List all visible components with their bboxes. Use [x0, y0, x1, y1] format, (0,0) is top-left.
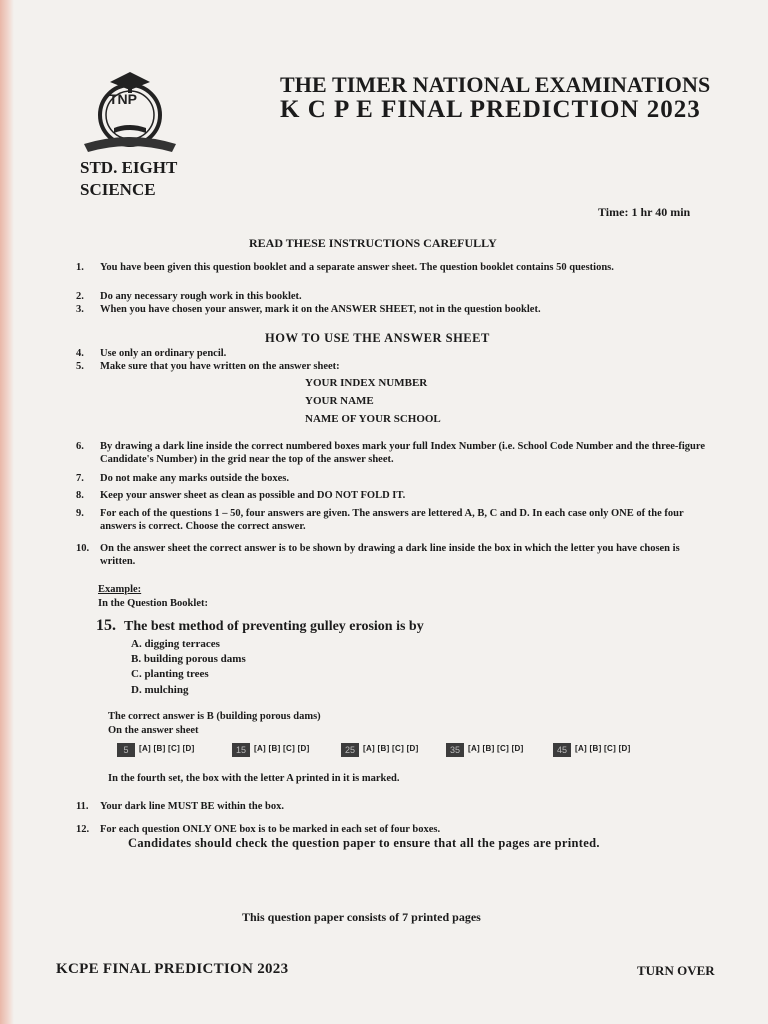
correct-answer-text: The correct answer is B (building porous dams): [108, 711, 321, 722]
item-number: 5.: [76, 361, 84, 372]
item-number: 7.: [76, 473, 84, 484]
example-label: Example:: [98, 584, 142, 595]
tnp-logo: [80, 70, 180, 160]
answer-set-number: 15: [232, 743, 250, 757]
footer-exam-title: KCPE FINAL PREDICTION 2023: [56, 961, 289, 977]
required-field: NAME OF YOUR SCHOOL: [305, 413, 441, 425]
option-a: A. digging terraces: [131, 638, 220, 650]
item-number: 10.: [76, 543, 90, 554]
answer-boxes: [A] [B] [C] [D]: [575, 744, 631, 753]
required-field: YOUR NAME: [305, 395, 374, 407]
time-allowed: Time: 1 hr 40 min: [598, 205, 691, 219]
instruction-item: [76, 472, 716, 485]
instruction-item: [76, 290, 716, 303]
answer-sheet-example: [117, 743, 657, 759]
item-number: 4.: [76, 348, 84, 359]
fourth-set-note: In the fourth set, the box with the letter A printed in it is marked.: [108, 773, 400, 784]
booklet-label: In the Question Booklet:: [98, 598, 208, 609]
answer-boxes: [A] [B] [C] [D]: [139, 744, 195, 753]
item-number: 8.: [76, 490, 84, 501]
option-b: B. building porous dams: [131, 653, 246, 665]
answer-sheet-heading: HOW TO USE THE ANSWER SHEET: [265, 331, 490, 345]
candidates-note: Candidates should check the question paper to ensure that all the pages are printed.: [128, 836, 600, 850]
answer-set-number: 25: [341, 743, 359, 757]
item-text: Make sure that you have written on the answer sheet:: [100, 361, 340, 372]
turn-over-label: TURN OVER: [637, 963, 715, 978]
item-text: Your dark line MUST BE within the box.: [100, 801, 284, 812]
example-question: [96, 617, 424, 635]
item-text: By drawing a dark line inside the correct numbered boxes mark your full Index Number (i.e. School Code Number and the three-figure Candidate's Number) in the grid near the top of the answer sheet.: [100, 441, 706, 465]
option-c: C. planting trees: [131, 668, 209, 680]
instruction-item: [76, 347, 716, 360]
pages-note: This question paper consists of 7 printed pages: [242, 910, 481, 924]
exam-body-title: THE TIMER NATIONAL EXAMINATIONS: [280, 72, 711, 97]
instruction-item: [76, 440, 716, 466]
item-text: You have been given this question booklet and a separate answer sheet. The question booklet contains 50 questions.: [100, 262, 614, 273]
item-number: 2.: [76, 291, 84, 302]
subject-label: SCIENCE: [80, 180, 156, 199]
instructions-heading: READ THESE INSTRUCTIONS CAREFULLY: [249, 236, 497, 250]
required-field: YOUR INDEX NUMBER: [305, 377, 428, 389]
item-text: Keep your answer sheet as clean as possible and DO NOT FOLD IT.: [100, 490, 406, 501]
answer-boxes: [A] [B] [C] [D]: [363, 744, 419, 753]
item-number: 6.: [76, 441, 84, 452]
instruction-item: [76, 360, 716, 373]
option-d: D. mulching: [131, 684, 189, 696]
instruction-item: [76, 542, 716, 568]
item-text: On the answer sheet the correct answer is to be shown by drawing a dark line inside the box in which the letter you have chosen is written.: [100, 543, 680, 567]
on-sheet-label: On the answer sheet: [108, 725, 199, 736]
instruction-item: [76, 507, 716, 533]
answer-set-number: 45: [553, 743, 571, 757]
question-number: 15.: [96, 617, 116, 634]
item-text: When you have chosen your answer, mark it on the ANSWER SHEET, not in the question booklet.: [100, 304, 541, 315]
class-label: STD. EIGHT: [80, 158, 178, 177]
item-text: Use only an ordinary pencil.: [100, 348, 227, 359]
instruction-item: [76, 800, 716, 813]
answer-set-number: 35: [446, 743, 464, 757]
instruction-item: [76, 261, 716, 274]
item-text: For each of the questions 1 – 50, four answers are given. The answers are lettered A, B, C and D. In each case only ONE of the four answers is correct. Choose the correct answer.: [100, 508, 684, 532]
logo-text: TNP: [109, 91, 137, 107]
item-text: Do any necessary rough work in this booklet.: [100, 291, 302, 302]
instruction-item: [76, 303, 716, 316]
question-text: The best method of preventing gulley erosion is by: [124, 619, 424, 634]
exam-title: K C P E FINAL PREDICTION 2023: [280, 96, 701, 123]
item-number: 11.: [76, 801, 89, 812]
item-number: 12.: [76, 824, 90, 835]
answer-boxes: [A] [B] [C] [D]: [254, 744, 310, 753]
instruction-item: [76, 489, 716, 502]
instruction-item: [76, 823, 716, 836]
item-number: 1.: [76, 262, 84, 273]
answer-boxes: [A] [B] [C] [D]: [468, 744, 524, 753]
item-number: 9.: [76, 508, 84, 519]
item-number: 3.: [76, 304, 84, 315]
item-text: Do not make any marks outside the boxes.: [100, 473, 290, 484]
answer-set-number: 5: [117, 743, 135, 757]
item-text: For each question ONLY ONE box is to be marked in each set of four boxes.: [100, 824, 441, 835]
